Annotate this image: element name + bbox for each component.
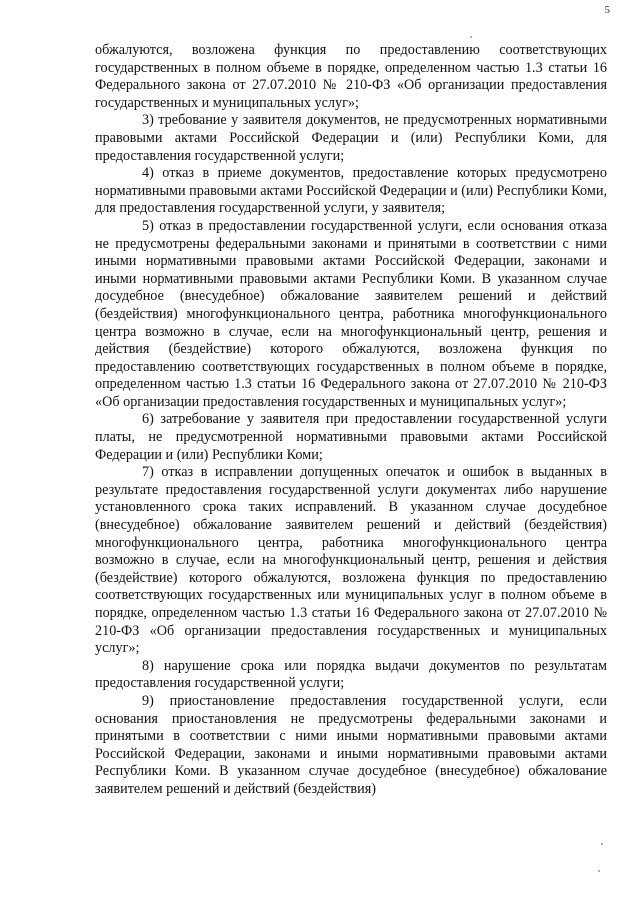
paragraph-item-7: 7) отказ в исправлении допущенных опечаток и ошибок в выданных в результате предоставления государственной услуги документах либо нарушение установленного срока таких исправлений. В указанном случае досудебное (внесудебное) обжалование заявителем решений и действий (бездействия) многофункционального центра, работника многофункционального центра возможно в случае, если на многофункциональный центр, решения и действия (бездействие) которого обжалуются, возложена функция по предоставлению соответствующих государственных или муниципальных услуг в полном объеме в порядке, определенном частью 1.3 статьи 16 Федерального закона от 27.07.2010 № 210-ФЗ «Об организации предоставления государственных и муниципальных услуг»;: [95, 464, 607, 657]
paragraph-item-3: 3) требование у заявителя документов, не предусмотренных нормативными правовыми актами Российской Федерации и (или) Республики Коми, для предоставления государственной услуги;: [95, 112, 607, 164]
scan-speck: [598, 870, 600, 872]
paragraph-item-8: 8) нарушение срока или порядка выдачи документов по результатам предоставления государственной услуги;: [95, 657, 607, 692]
paragraph-item-5: 5) отказ в предоставлении государственной услуги, если основания отказа не предусмотрены федеральными законами и принятыми в соответствии с ними иными нормативными правовыми актами Российской Федерации, законами и иными нормативными правовыми актами Республики Коми. В указанном случае досудебное (внесудебное) обжалование заявителем решений и действий (бездействия) многофункционального центра, работника многофункционального центра возможно в случае, если на многофункциональный центр, решения и действия (бездействие) которого обжалуются, возложена функция по предоставлению соответствующих государственных в полном объеме в порядке, определенном частью 1.3 статьи 16 Федерального закона от 27.07.2010 № 210-ФЗ «Об организации предоставления государственных и муниципальных услуг»;: [95, 217, 607, 410]
paragraph-item-4: 4) отказ в приеме документов, предоставление которых предусмотрено нормативными правовыми актами Российской Федерации и (или) Республики Коми, для предоставления государственной услуги, у заявителя;: [95, 165, 607, 217]
paragraph-continuation: обжалуются, возложена функция по предоставлению соответствующих государственных в полном объеме в порядке, определенном частью 1.3 статьи 16 Федерального закона от 27.07.2010 № 210-ФЗ «Об организации предоставления государственных и муниципальных услуг»;: [95, 42, 607, 111]
paragraph-item-6: 6) затребование у заявителя при предоставлении государственной услуги платы, не предусмотренной нормативными правовыми актами Российской Федерации и (или) Республики Коми;: [95, 411, 607, 463]
paragraph-item-9: 9) приостановление предоставления государственной услуги, если основания приостановления не предусмотрены федеральными законами и принятыми в соответствии с ними иными нормативными правовыми актами Российской Федерации, законами и иными нормативными правовыми актами Республики Коми. В указанном случае досудебное (внесудебное) обжалование заявителем решений и действий (бездействия): [95, 692, 607, 797]
scan-speck: [601, 843, 603, 845]
scan-speck: [470, 36, 472, 38]
document-body: [95, 42, 607, 799]
page-number: 5: [604, 4, 610, 16]
